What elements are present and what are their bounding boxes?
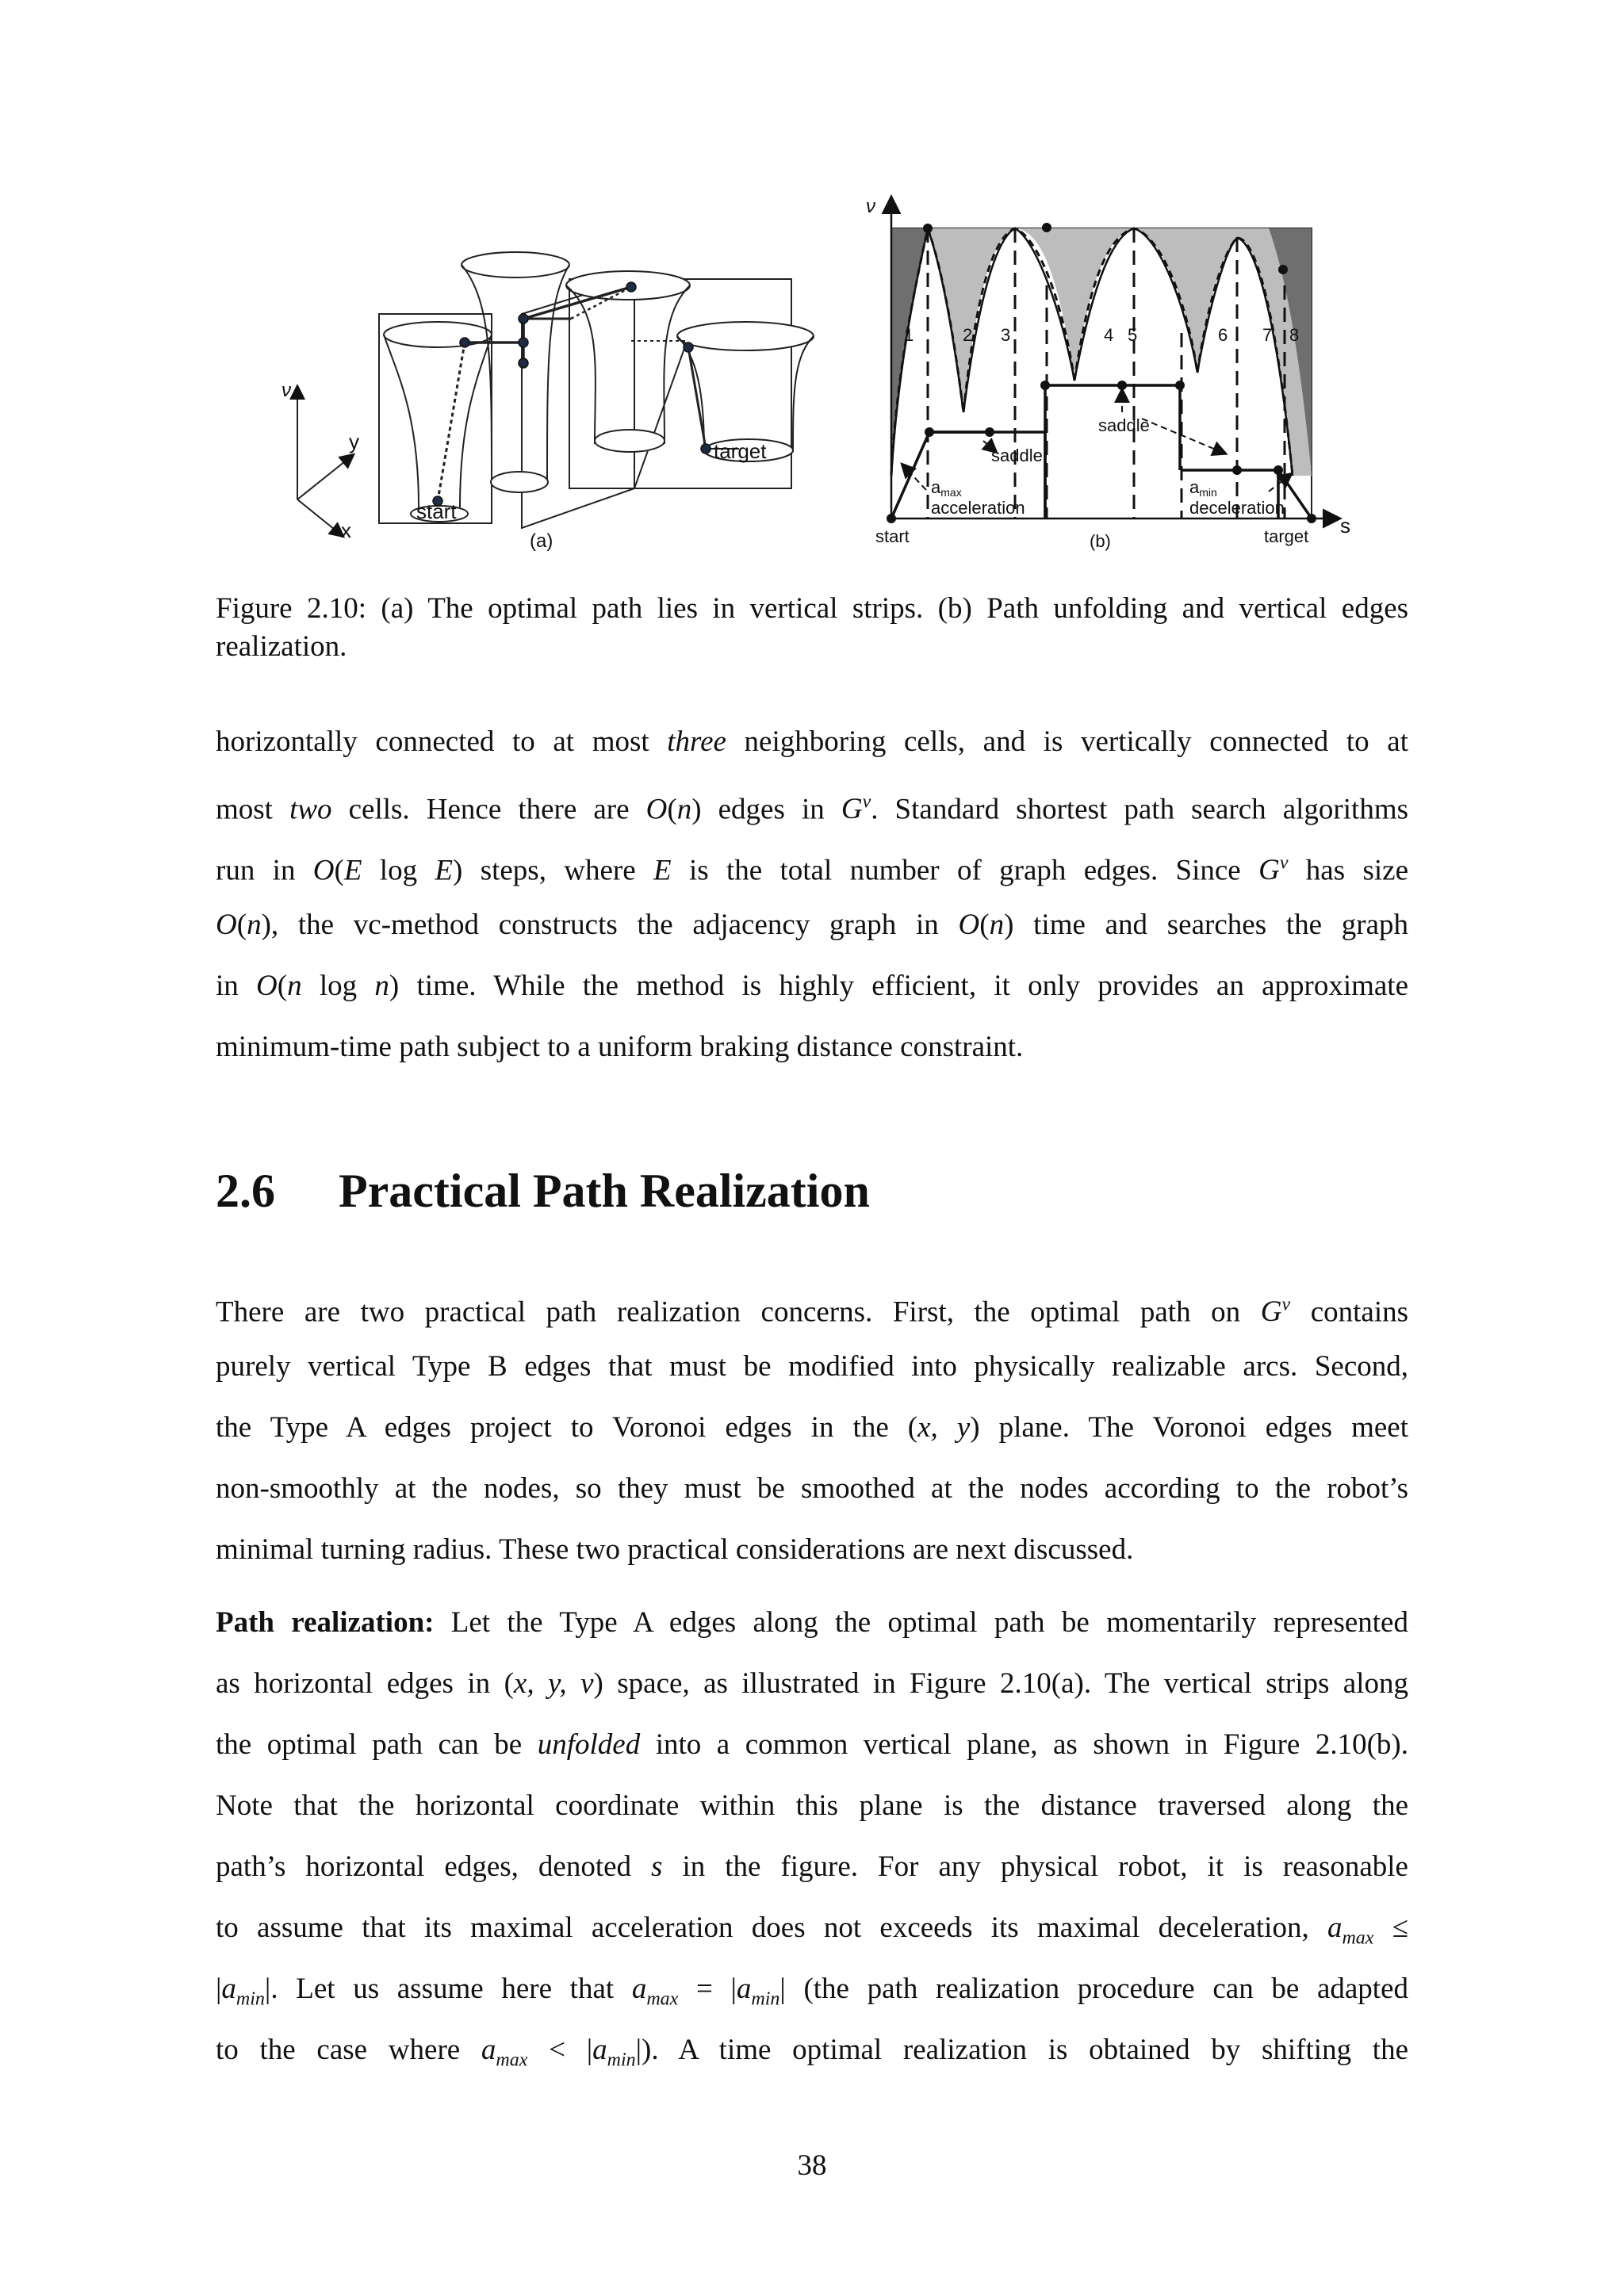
- path-segment-solid-2: [688, 347, 706, 449]
- paragraph-path-realization: Path realization: Let the Type A edges along the optimal path be momentarily represented as horizontal edges in (x, y, ν) space, as illustrated in Figure 2.10(a). The vertical strips along the optimal path can be unfolded into a common vertical plane, as shown in Figure 2.10(b). Note that the horizontal coordinate within this plane is the distance traversed along the path’s horizontal edges, denoted s in the figure. For any physical robot, it is reasonable to assume that its maximal acceleration does not exceeds its maximal deceleration, $a_{max}$ ≤ $|a_{min}|$. Let us assume here that $a_{max} = |a_{min}|$ (the path realization procedure can be adapted to the case where $a_{max} < |a_{min}|$). A time optimal realization is obtained by shifting the: [216, 1606, 1409, 2071]
- amax-label: amax: [931, 477, 962, 499]
- caption-text: (a) The optimal path lies in vertical strips. (b) Path unfolding and vertical edges realization.: [216, 592, 1409, 663]
- saddle-label-1: saddle: [991, 446, 1043, 465]
- panel-b: [887, 198, 1339, 523]
- panel-b-target-label: target: [1264, 526, 1309, 546]
- paragraph-realization-concerns: There are two practical path realization concerns. First, the optimal path on $G^v$ contains purely vertical Type B edges that must be modified into physically realizable arcs. Second, the Type A edges project to Voronoi edges in the (x, y) plane. The Voronoi edges meet non-smoothly at the nodes, so they must be smoothed at the nodes according to the robot’s minimal turning radius. These two practical considerations are next discussed.: [216, 1295, 1408, 1566]
- panel-b-v-label: ν: [866, 196, 875, 217]
- figure-graphic: [0, 0, 1624, 579]
- paragraph-graph-complexity: horizontally connected to at most three neighboring cells, and is vertically connected to at most two cells. Hence there are O(n) edges in $G^v$. Standard shortest path search algorithms run in O(E log E) steps, where E is the total number of graph edges. Since $G^v$ has size O(n), the vc-method constructs the adjacency graph in O(n) time and searches the graph in O(n log n) time. While the method is highly efficient, it only provides an approximate minimum-time path subject to a uniform braking distance constraint.: [216, 725, 1409, 1063]
- figure-2-10: [0, 0, 1624, 579]
- saddle-label-2: saddle: [1098, 415, 1150, 435]
- panel-b-start-label: start: [875, 526, 910, 546]
- panel-b-s-label: s: [1340, 514, 1350, 538]
- caption-prefix: Figure 2.10:: [216, 592, 367, 625]
- acceleration-label: acceleration: [931, 498, 1025, 518]
- strip-number-6: 6: [1218, 325, 1228, 345]
- figure-caption: [216, 590, 1408, 666]
- page-number: 38: [797, 2149, 827, 2182]
- strip-number-4: 4: [1104, 325, 1114, 345]
- strip-number-5: 5: [1128, 325, 1138, 345]
- strip-plane-4: [634, 333, 791, 488]
- section-heading: [216, 1164, 870, 1219]
- x-axis: [297, 499, 343, 536]
- panel-a-y-label: y: [349, 430, 359, 453]
- deceleration-label: deceleration: [1189, 498, 1285, 518]
- panel-a-start-label: start: [416, 499, 457, 523]
- panel-a-v-label: ν: [282, 380, 291, 401]
- section-title: Practical Path Realization: [339, 1165, 870, 1217]
- panel-b-caption-label: (b): [1090, 531, 1111, 551]
- amin-label: amin: [1189, 477, 1217, 499]
- strip-number-2: 2: [963, 325, 973, 345]
- strip-number-3: 3: [1001, 325, 1011, 345]
- panel-a-caption-label: (a): [530, 530, 553, 552]
- panel-a-x-label: x: [341, 519, 351, 542]
- strip-number-8: 8: [1289, 325, 1300, 345]
- strip-number-7: 7: [1262, 325, 1273, 345]
- y-axis: [297, 455, 353, 499]
- section-number: 2.6: [216, 1165, 275, 1217]
- strip-number-1: 1: [904, 325, 914, 345]
- strip-plane-2: [522, 279, 634, 528]
- panel-a-target-label: target: [714, 439, 767, 463]
- panel-a: [297, 252, 814, 536]
